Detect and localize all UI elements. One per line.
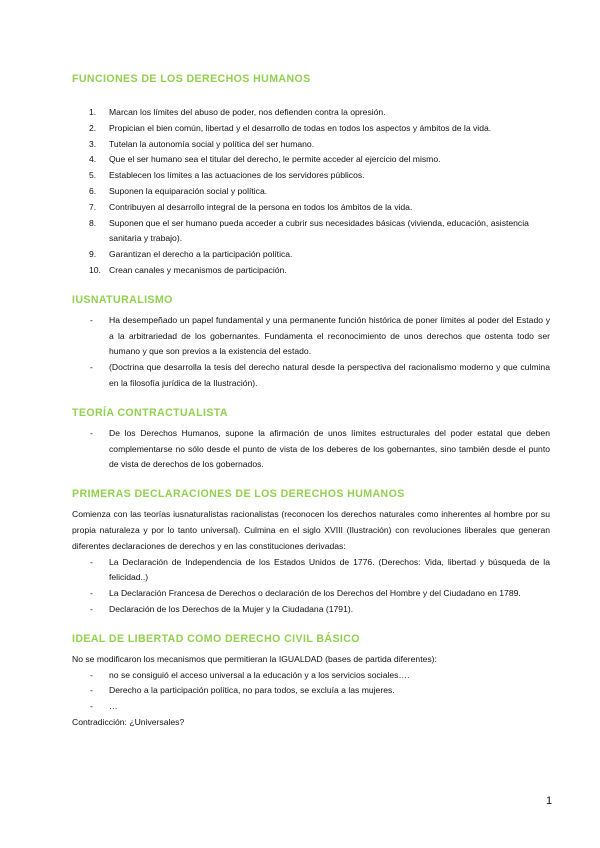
list-item-text: Propician el bien común, libertad y el desarrollo de todas en todos los aspectos y ámbitos de la vida. bbox=[109, 122, 492, 133]
ideal-outro: Contradicción: ¿Universales? bbox=[72, 716, 185, 727]
page-content bbox=[72, 72, 550, 731]
ideal-intro: No se modificaron los mecanismos que permitieran la IGUALDAD (bases de partida diferentes): bbox=[72, 653, 437, 664]
list-item-text: Contribuyen al desarrollo integral de la persona en todos los ámbitos de la vida. bbox=[109, 201, 413, 212]
list-item bbox=[72, 263, 550, 279]
ideal-list bbox=[72, 668, 550, 715]
list-number: 4. bbox=[89, 154, 97, 165]
list-item bbox=[72, 216, 550, 248]
list-item-text: Suponen que el ser humano pueda acceder a cubrir sus necesidades básicas (vivienda, educación, asistencia sanitaria y trabajo). bbox=[109, 217, 529, 244]
list-item bbox=[72, 360, 550, 392]
dash-bullet: - bbox=[90, 556, 93, 567]
list-item bbox=[72, 555, 550, 587]
dash-bullet: - bbox=[90, 669, 93, 680]
list-item bbox=[72, 105, 550, 121]
dash-bullet: - bbox=[90, 362, 93, 373]
list-item bbox=[72, 313, 550, 360]
funciones-list bbox=[72, 105, 550, 279]
list-number: 7. bbox=[89, 201, 97, 212]
section-heading-ideal: IDEAL DE LIBERTAD COMO DERECHO CIVIL BÁSICO bbox=[72, 632, 360, 645]
list-item bbox=[72, 152, 550, 168]
list-item-text: Garantizan el derecho a la participación política. bbox=[109, 249, 293, 260]
list-item bbox=[72, 426, 550, 473]
dash-bullet: - bbox=[90, 427, 93, 438]
dash-bullet: - bbox=[90, 603, 93, 614]
list-number: 1. bbox=[89, 107, 97, 117]
list-item-text: Que el ser humano sea el titular del derecho, le permite acceder al ejercicio del mismo. bbox=[109, 154, 441, 165]
list-item bbox=[72, 602, 550, 618]
list-item-text: Ha desempeñado un papel fundamental y una permanente función histórica de poner límites al poder del Estado y a la arbitrariedad de los gobernantes. Fundamenta el reconocimiento de unos derechos que ostenta todo ser humano y que son previos a la existencia del estado. bbox=[109, 314, 550, 357]
list-item bbox=[72, 137, 550, 153]
list-item bbox=[72, 200, 550, 216]
list-item-text: Tutelan la autonomía social y política del ser humano. bbox=[109, 138, 315, 149]
list-item-text: La Declaración Francesa de Derechos o declaración de los Derechos del Hombre y del Ciudadano en 1789. bbox=[109, 588, 521, 599]
list-item bbox=[72, 699, 550, 715]
page-title: FUNCIONES DE LOS DERECHOS HUMANOS bbox=[72, 73, 311, 85]
list-item bbox=[72, 121, 550, 137]
list-number: 9. bbox=[89, 249, 97, 260]
section-heading-contractualista: TEORÍA CONTRACTUALISTA bbox=[72, 406, 228, 419]
dash-bullet: - bbox=[90, 588, 93, 599]
list-item-text: Derecho a la participación política, no para todos, se excluía a las mujeres. bbox=[109, 685, 395, 696]
list-item-text: De los Derechos Humanos, supone la afirmación de unos límites estructurales del poder estatal que deben complementarse no sólo desde el punto de vista de los deberes de los gobernantes, sino también desde el punto de vista de derechos de los gobernados. bbox=[109, 427, 550, 470]
list-item-text: La Declaración de Independencia de los Estados Unidos de 1776. (Derechos: Vida, libertad y búsqueda de la felicidad..) bbox=[109, 556, 550, 583]
declaraciones-intro: Comienza con las teorías iusnaturalistas racionalistas (reconocen los derechos naturales como inherentes al hombre por su propia naturaleza y por lo tanto universal). Culmina en el siglo XVIII (Ilustración) con revoluciones liberales que generan diferentes declaraciones de derechos y en las constituciones derivadas: bbox=[72, 509, 550, 551]
list-number: 2. bbox=[89, 122, 97, 133]
list-item-text: Establecen los límites a las actuaciones de los servidores públicos. bbox=[109, 170, 365, 181]
list-number: 6. bbox=[89, 185, 97, 196]
list-item-text: … bbox=[109, 701, 118, 712]
list-item bbox=[72, 168, 550, 184]
contractualista-list bbox=[72, 426, 550, 473]
list-item bbox=[72, 668, 550, 684]
list-item bbox=[72, 683, 550, 699]
list-number: 5. bbox=[89, 170, 97, 181]
list-number: 8. bbox=[89, 217, 97, 228]
section-heading-iusnaturalismo: IUSNATURALISMO bbox=[72, 293, 173, 306]
list-item-text: Marcan los límites del abuso de poder, nos defienden contra la opresión. bbox=[109, 107, 386, 117]
dash-bullet: - bbox=[90, 314, 93, 325]
dash-bullet: - bbox=[90, 685, 93, 696]
dash-bullet: - bbox=[90, 701, 93, 712]
list-item-text: Declaración de los Derechos de la Mujer y la Ciudadana (1791). bbox=[109, 603, 354, 614]
list-item bbox=[72, 247, 550, 263]
section-heading-declaraciones: PRIMERAS DECLARACIONES DE LOS DERECHOS HUMANOS bbox=[72, 488, 405, 501]
list-number: 10. bbox=[89, 264, 101, 275]
declaraciones-list bbox=[72, 555, 550, 618]
list-item-text: no se consiguió el acceso universal a la educación y a los servicios sociales…. bbox=[109, 669, 410, 680]
list-number: 3. bbox=[89, 138, 97, 149]
list-item-text: (Doctrina que desarrolla la tesis del derecho natural desde la perspectiva del racionalismo moderno y que culmina en la filosofía jurídica de la Ilustración). bbox=[109, 362, 550, 388]
list-item bbox=[72, 184, 550, 200]
list-item-text: Suponen la equiparación social y política. bbox=[109, 185, 268, 196]
list-item-text: Crean canales y mecanismos de participación. bbox=[109, 264, 287, 275]
list-item bbox=[72, 586, 550, 602]
page-number: 1 bbox=[546, 795, 553, 807]
iusnaturalismo-list bbox=[72, 313, 550, 392]
